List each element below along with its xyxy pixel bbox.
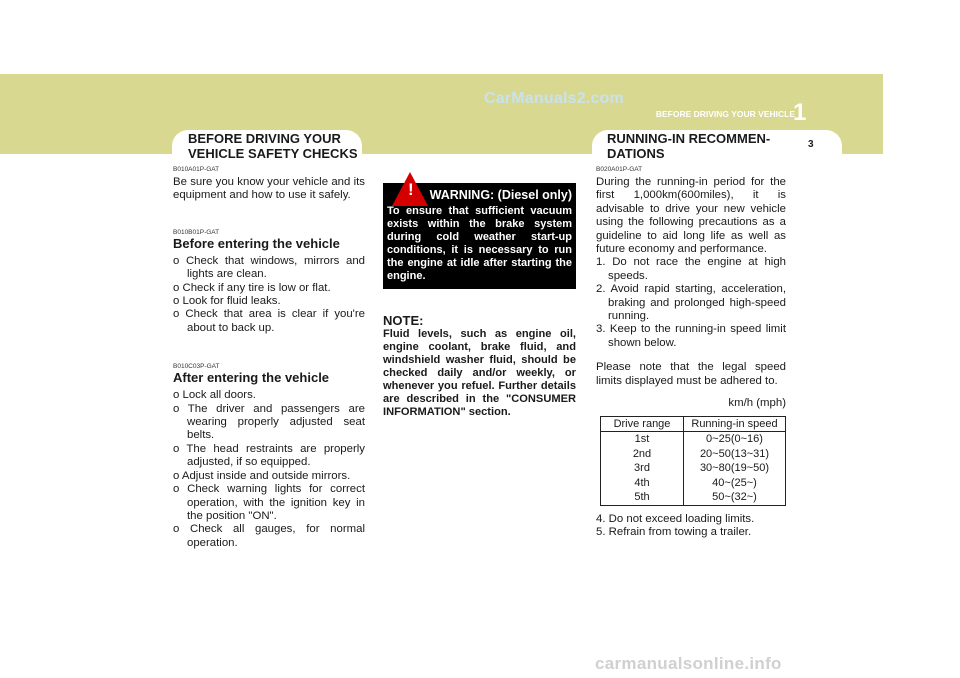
table-cell: 4th: [601, 476, 684, 491]
table-row: [601, 447, 786, 462]
right-section-title: RUNNING-IN RECOMMEN- DATIONS: [607, 131, 771, 161]
list-item: o Check warning lights for correct operation, with the ignition key in the position "ON".: [173, 483, 365, 522]
speed-unit: km/h (mph): [728, 397, 786, 410]
warning-box: [383, 180, 576, 289]
ref-code: B010A01P-GAT: [173, 166, 220, 173]
subheading-before-entering: Before entering the vehicle: [173, 235, 340, 251]
table-cell: 5th: [601, 490, 684, 505]
running-in-speed-table: [600, 416, 786, 506]
left-column: [173, 165, 365, 550]
table-cell: 2nd: [601, 447, 684, 462]
list-item: o Check that windows, mirrors and lights are clean.: [173, 254, 365, 281]
exclamation-icon: !: [408, 180, 414, 199]
list-item: o Look for fluid leaks.: [173, 295, 281, 308]
running-in-intro: During the running-in period for the first 1,000km(600miles), it is advisable to drive your new vehicle using the following precautions as a guideline to aid long life as well as future economy and performance.: [596, 176, 786, 256]
right-column: [596, 165, 786, 539]
table-header-row: [601, 416, 786, 432]
list-item: 4. Do not exceed loading limits.: [596, 512, 755, 525]
list-item: 3. Keep to the running-in speed limit shown below.: [596, 323, 786, 349]
list-item: 5. Refrain from towing a trailer.: [596, 525, 752, 538]
table-row: [601, 476, 786, 491]
ref-code: B020A01P-GAT: [596, 166, 643, 173]
intro-paragraph: Be sure you know your vehicle and its equipment and how to use it safely.: [173, 176, 365, 202]
section-label: BEFORE DRIVING YOUR VEHICLE: [655, 109, 795, 119]
table-row: [601, 461, 786, 476]
page-number: 3: [808, 139, 814, 150]
list-item: 1. Do not race the engine at high speeds.: [596, 256, 786, 282]
note-title: NOTE:: [383, 313, 424, 328]
list-item: o Check all gauges, for normal operation.: [173, 523, 365, 549]
list-item: o Lock all doors.: [173, 389, 256, 402]
table-row: [601, 490, 786, 505]
table-cell: 20~50(13~31): [699, 447, 770, 460]
table-cell: 50~(32~): [684, 490, 786, 505]
bottom-watermark[interactable]: carmanualsonline.info: [595, 654, 782, 673]
subheading-after-entering: After entering the vehicle: [173, 370, 330, 386]
table-cell: 3rd: [601, 461, 684, 476]
header-band-edge: [883, 74, 960, 154]
list-item: o Check if any tire is low or flat.: [173, 281, 331, 294]
list-item: o Check that area is clear if you're about to back up.: [173, 308, 365, 334]
list-item: 2. Avoid rapid starting, acceleration, braking and prolonged high-speed running.: [596, 283, 786, 323]
column-header: Drive range: [601, 416, 684, 432]
top-watermark[interactable]: CarManuals2.com: [484, 90, 624, 107]
table-cell: 30~80(19~50): [699, 462, 770, 474]
legal-note: Please note that the legal speed limits displayed must be adhered to.: [596, 361, 786, 387]
note-body: Fluid levels, such as engine oil, engine coolant, brake fluid, and windshield washer fluid, should be checked daily and/or weekly, or whenever you refuel. Further details are described in the "CONSUMER INFORMATION" section.: [383, 328, 576, 418]
table-cell: 1st: [601, 432, 684, 447]
ref-code: B010C03P-GAT: [173, 363, 220, 371]
column-header: Running-in speed: [684, 416, 786, 432]
section-number: 1: [793, 99, 807, 126]
list-item: o Adjust inside and outside mirrors.: [173, 469, 351, 482]
table-cell: 40~(25~): [712, 476, 757, 489]
note-block: [383, 313, 576, 419]
middle-column: [383, 180, 576, 419]
warning-title: WARNING: (Diesel only): [429, 188, 572, 202]
table-row: [601, 432, 786, 447]
list-item: o The head restraints are properly adjusted, if so equipped.: [173, 442, 365, 469]
ref-code: B010B01P-GAT: [173, 228, 220, 236]
warning-body: To ensure that sufficient vacuum exists within the brake system during cold weather start-up conditions, it is necessary to run the engine at idle after starting the engine.: [387, 205, 572, 282]
list-item: o The driver and passengers are wearing properly adjusted seat belts.: [173, 402, 365, 442]
left-section-title: BEFORE DRIVING YOUR VEHICLE SAFETY CHECKS: [188, 131, 358, 161]
table-cell: 0~25(0~16): [706, 433, 763, 445]
